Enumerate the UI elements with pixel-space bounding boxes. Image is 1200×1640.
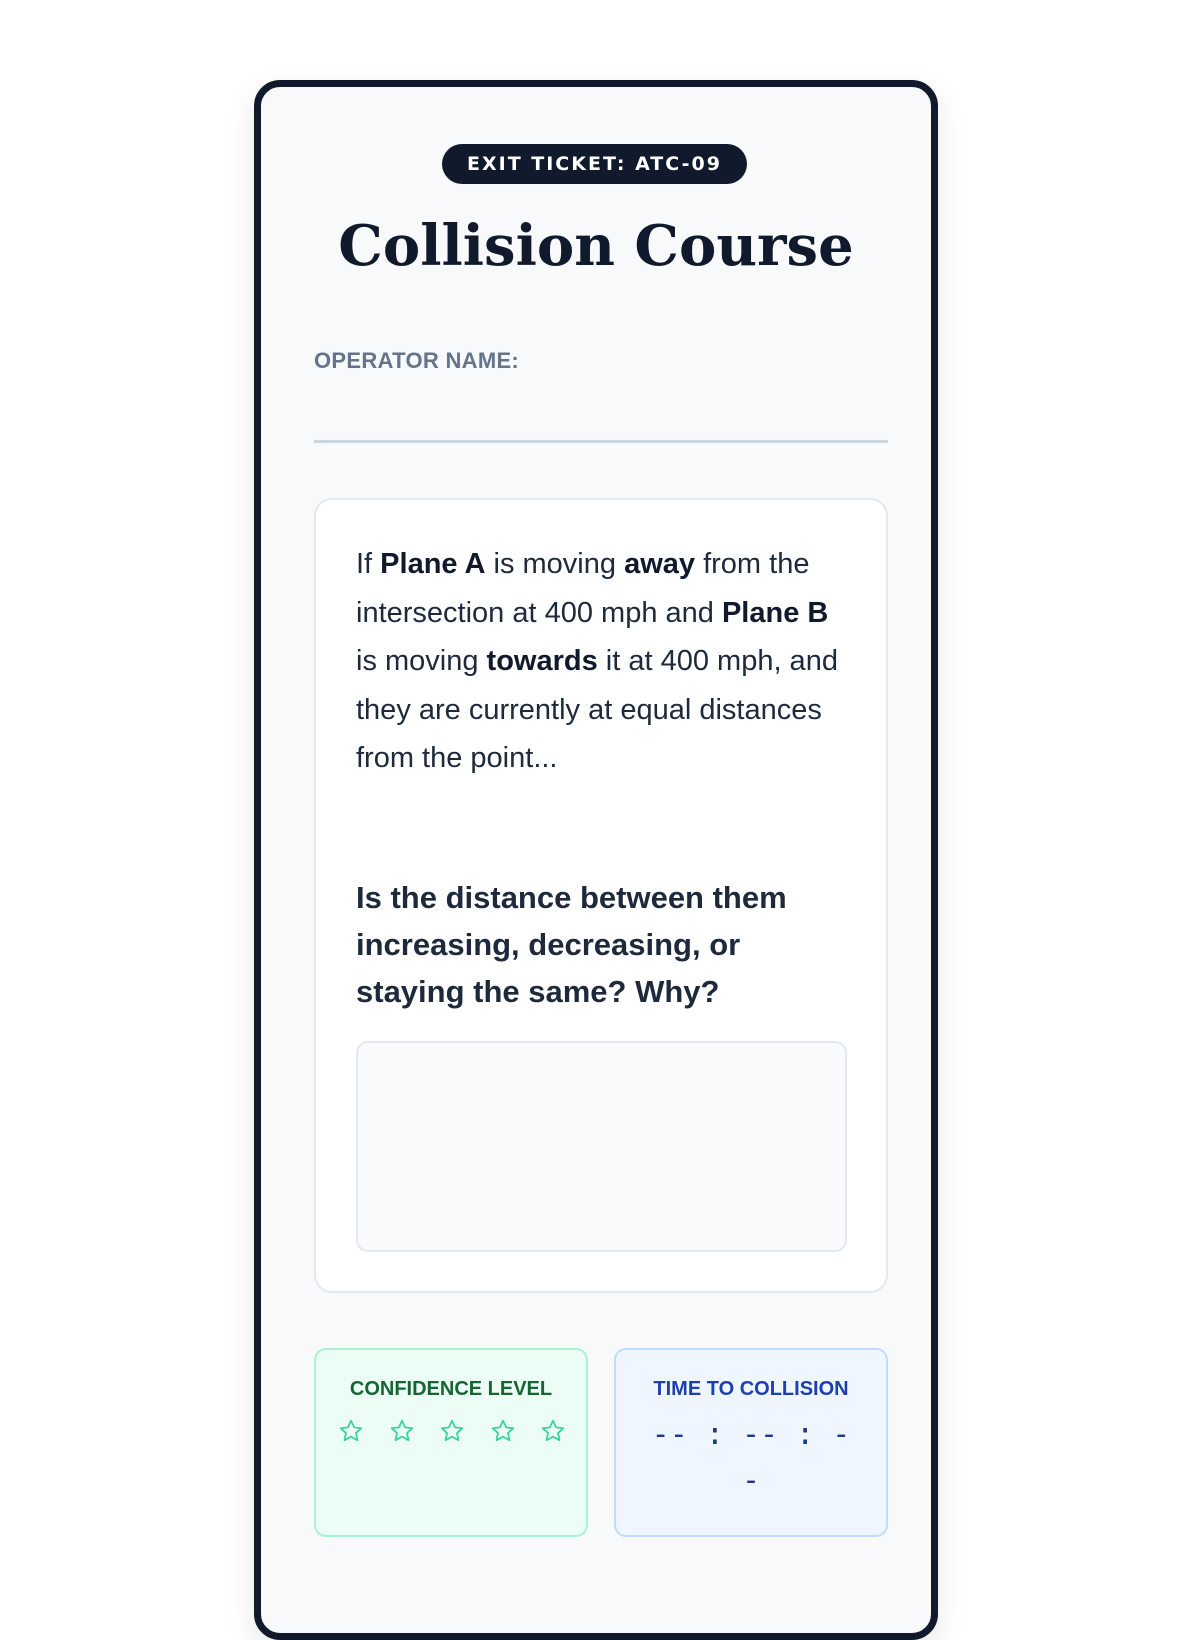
page-title: Collision Course bbox=[338, 213, 854, 279]
scenario-emphasis: towards bbox=[486, 645, 598, 677]
time-to-collision-value: -- : -- : -- bbox=[651, 1417, 851, 1498]
scenario-text bbox=[356, 540, 856, 783]
scenario-emphasis: Plane A bbox=[380, 548, 486, 580]
scenario-segment: it at 400 mph, and they are currently at equal distances from the point... bbox=[356, 645, 838, 774]
scenario-segment: from the intersection at 400 mph and bbox=[356, 548, 810, 629]
scenario-emphasis: Plane B bbox=[721, 596, 829, 629]
ticket-badge: EXIT TICKET: ATC-09 bbox=[442, 144, 747, 184]
star-icon[interactable] bbox=[389, 1418, 415, 1444]
question-prompt: Is the distance between them increasing, decreasing, or staying the same? Why? bbox=[356, 880, 787, 1009]
scenario-segment: If bbox=[356, 548, 381, 580]
confidence-stars bbox=[338, 1418, 566, 1444]
confidence-label: CONFIDENCE LEVEL bbox=[349, 1378, 553, 1400]
star-icon[interactable] bbox=[338, 1418, 364, 1444]
star-icon[interactable] bbox=[540, 1418, 566, 1444]
scenario-segment: is moving bbox=[356, 645, 487, 677]
star-icon[interactable] bbox=[490, 1418, 516, 1444]
operator-name-label: OPERATOR NAME: bbox=[314, 348, 520, 373]
scenario-segment: is moving bbox=[485, 548, 625, 580]
star-icon[interactable] bbox=[439, 1418, 465, 1444]
scenario-emphasis: away bbox=[624, 548, 696, 580]
time-to-collision-label: TIME TO COLLISION bbox=[653, 1378, 849, 1400]
answer-textarea[interactable] bbox=[356, 1041, 847, 1252]
operator-name-field[interactable] bbox=[314, 440, 888, 443]
